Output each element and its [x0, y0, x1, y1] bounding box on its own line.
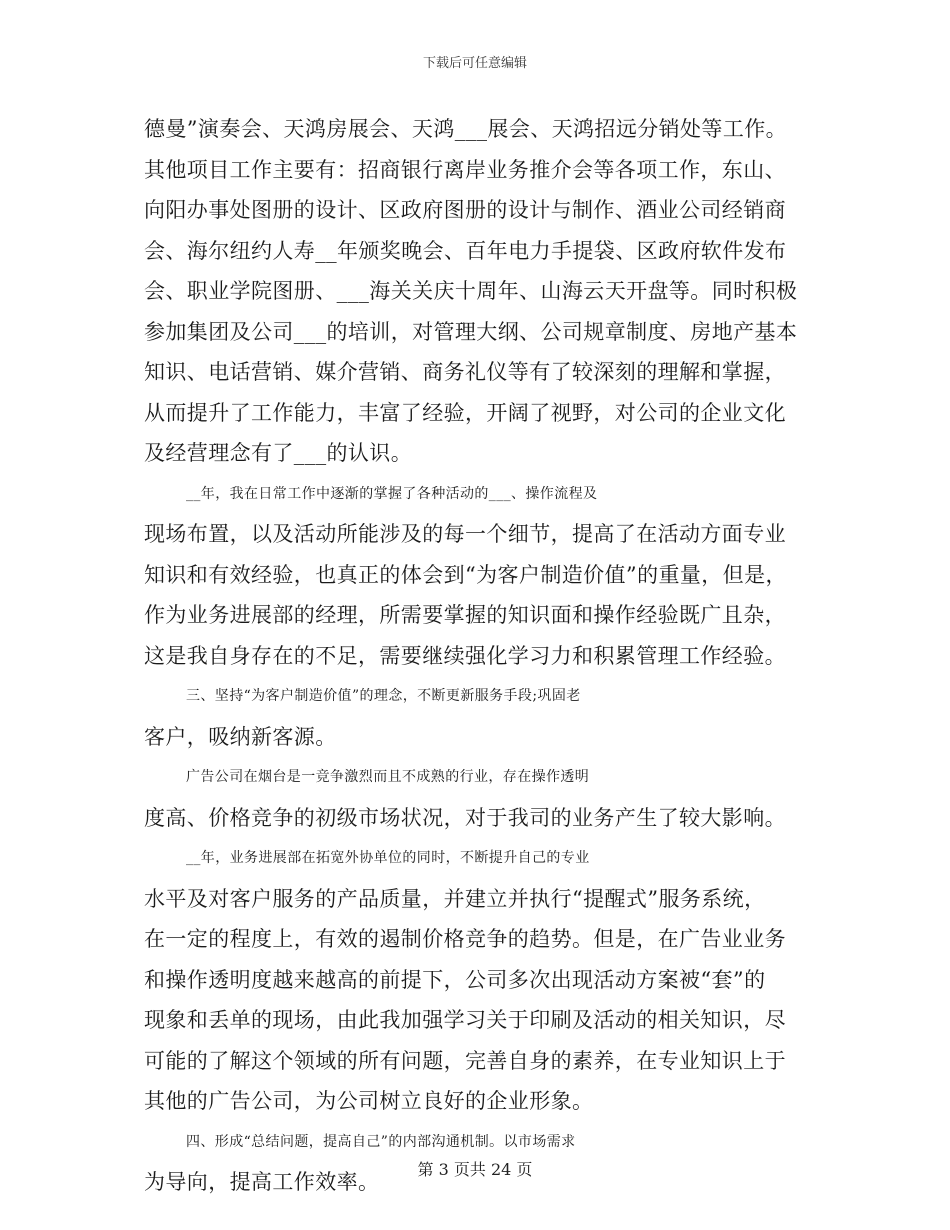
text-line: 客户，吸纳新客源。: [144, 724, 337, 749]
text-line: 现象和丢单的现场，由此我加强学习关于印刷及活动的相关知识，尽: [144, 1008, 786, 1032]
text-line: 知识、电话营销、媒介营销、商务礼仪等有了较深刻的理解和掌握，: [144, 360, 786, 384]
text-line: 在一定的程度上，有效的遏制价格竞争的趋势。但是，在广告业业务: [144, 927, 786, 951]
text-line: 为导向，提高工作效率。: [144, 1170, 380, 1194]
text-line: 四、形成“总结问题，提高自己”的内部沟通机制。以市场需求: [186, 1133, 576, 1150]
document-body: [144, 109, 824, 1203]
text-line: 向阳办事处图册的设计、区政府图册的设计与制作、酒业公司经销商: [144, 198, 786, 222]
text-line: 会、职业学院图册、___海关关庆十周年、山海云天开盘等。同时积极: [144, 279, 798, 303]
text-line: 从而提升了工作能力，丰富了经验，开阔了视野，对公司的企业文化: [144, 400, 786, 425]
text-line: 水平及对客户服务的产品质量，并建立并执行“提醒式”服务系统，: [144, 886, 766, 911]
text-line: 三、坚持“为客户制造价值”的理念，不断更新服务手段;巩固老: [186, 688, 581, 704]
text-line: 可能的了解这个领域的所有问题，完善自身的素养，在专业知识上于: [144, 1048, 786, 1073]
text-line: 及经营理念有了___的认识。: [144, 441, 413, 465]
page-header: 下载后可任意编辑: [422, 56, 527, 71]
text-line: 现场布置，以及活动所能涉及的每一个细节，提高了在活动方面专业: [144, 522, 786, 546]
text-line: 其他项目工作主要有：招商银行离岸业务推介会等各项工作，东山、: [144, 157, 786, 182]
text-line: 广告公司在烟台是一竞争激烈而且不成熟的行业，存在操作透明: [186, 769, 590, 785]
text-line: 作为业务进展部的经理，所需要掌握的知识面和操作经验既广且杂，: [144, 603, 786, 627]
text-line: 和操作透明度越来越高的前提下，公司多次出现活动方案被“套”的: [144, 967, 766, 992]
text-line: 这是我自身存在的不足，需要继续强化学习力和积累管理工作经验。: [144, 643, 786, 668]
text-line: __年，业务进展部在拓宽外协单位的同时，不断提升自己的专业: [186, 850, 590, 866]
text-line: 其他的广告公司，为公司树立良好的企业形象。: [144, 1089, 594, 1113]
text-line: 德曼”演奏会、天鸿房展会、天鸿___展会、天鸿招远分销处等工作。: [144, 117, 788, 141]
text-line: __年，我在日常工作中逐渐的掌握了各种活动的___、操作流程及: [186, 485, 598, 502]
page-footer: 第 3 页共 24 页: [417, 1160, 533, 1179]
text-line: 会、海尔纽约人寿__年颁奖晚会、百年电力手提袋、区政府软件发布: [144, 238, 787, 263]
text-line: 知识和有效经验，也真正的体会到“为客户制造价值”的重量，但是，: [144, 562, 787, 587]
text-line: 参加集团及公司___的培训，对管理大纲、公司规章制度、房地产基本: [144, 319, 798, 344]
text-line: 度高、价格竞争的初级市场状况，对于我司的业务产生了较大影响。: [144, 805, 786, 830]
